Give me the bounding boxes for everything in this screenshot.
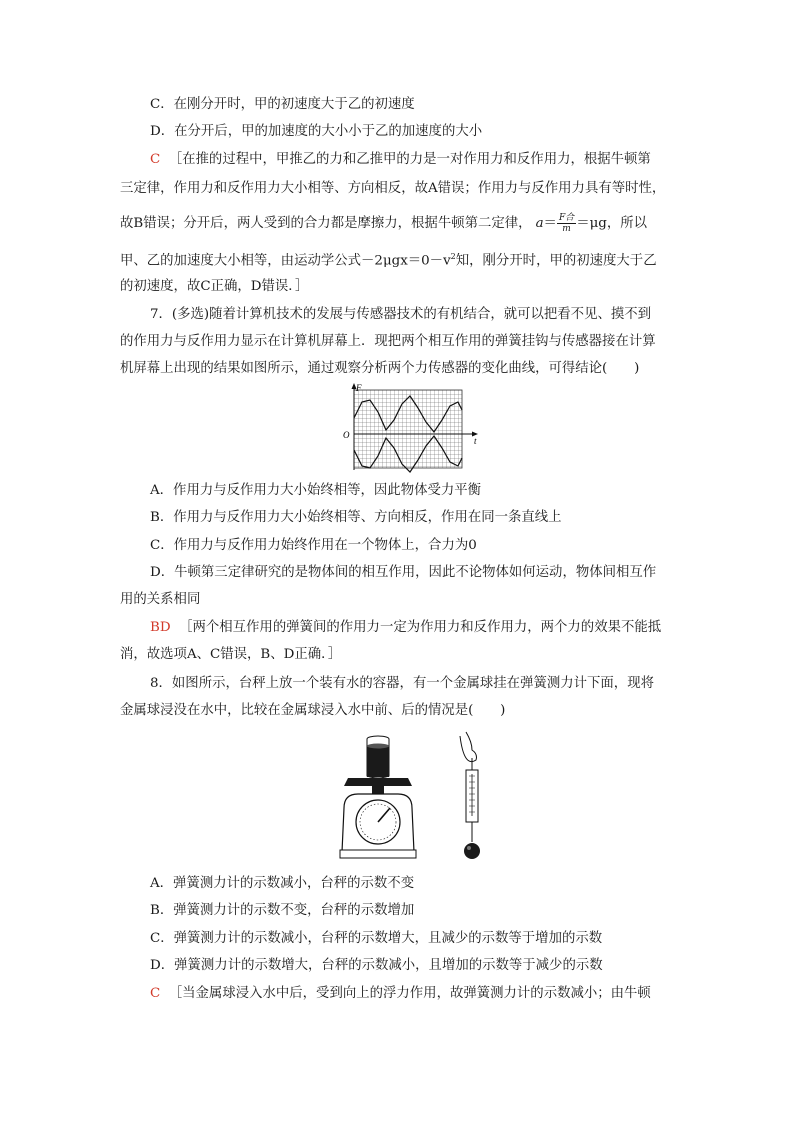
q6-explanation-line-5: 的初速度，故C正确，D错误．］ [120, 279, 309, 294]
q8-answer: C [150, 986, 161, 1001]
q7-explanation-line-2: 消，故选项A、C错误，B、D正确．］ [120, 647, 342, 662]
formula-a: a [535, 216, 544, 231]
q6-exp4-sup: 2 [450, 252, 456, 261]
water [367, 746, 389, 777]
q6-exp3b: ＝μg，所以 [576, 216, 648, 231]
q8-option-c: C．弹簧测力计的示数减小，台秤的示数增大，且减少的示数等于增加的示数 [150, 931, 603, 946]
q7-option-b: B．作用力与反作用力大小始终相等、方向相反，作用在同一条直线上 [150, 510, 562, 525]
q7-answer: BD [150, 620, 171, 635]
graph-origin-label: O [343, 430, 350, 440]
q8-option-d: D．弹簧测力计的示数增大，台秤的示数减小，且增加的示数等于减少的示数 [150, 958, 603, 973]
q8-exp1-text: ［当金属球浸入水中后，受到向上的浮力作用，故弹簧测力计的示数减小；由牛顿 [168, 986, 651, 1001]
q7-option-d-line-1: D．牛顿第三定律研究的是物体间的相互作用，因此不论物体如何运动，物体间相互作 [150, 565, 657, 580]
q7-stem-line-1: 7．(多选)随着计算机技术的发展与传感器技术的有机结合，就可以把看不见、摸不到 [150, 307, 652, 322]
q8-option-a: A．弹簧测力计的示数减小，台秤的示数不变 [150, 876, 415, 891]
q6-exp4b: 知，刚分开时，甲的初速度大于乙 [455, 253, 657, 269]
q8-explanation-line-1 [150, 985, 651, 1003]
q8-stem-line-1: 8．如图所示，台秤上放一个装有水的容器，有一个金属球挂在弹簧测力计下面，现将 [150, 676, 654, 691]
metal-ball [464, 843, 480, 859]
force-sensor-graph [338, 382, 488, 474]
q7-option-c: C．作用力与反作用力始终作用在一个物体上，合力为0 [150, 538, 477, 553]
q6-option-d: D．在分开后，甲的加速度的大小小于乙的加速度的大小 [150, 124, 483, 139]
q6-exp4a: 甲、乙的加速度大小相等，由运动学公式－2μgx＝0－v [120, 253, 451, 269]
graph-x-label: t [474, 436, 477, 446]
q7-option-a: A．作用力与反作用力大小始终相等，因此物体受力平衡 [150, 483, 482, 498]
q6-answer: C [150, 152, 161, 167]
q6-exp3a: 故B错误；分开后，两人受到的合力都是摩擦力，根据牛顿第二定律， [120, 216, 532, 231]
scale-pan [344, 778, 412, 786]
q6-explanation-line-4 [120, 248, 657, 270]
graph-y-label: F [356, 383, 362, 393]
q6-formula: a＝ F合 m [535, 213, 575, 234]
q8-option-b: B．弹簧测力计的示数不变，台秤的示数增加 [150, 903, 415, 918]
water-surface [367, 744, 389, 749]
ball-highlight [467, 846, 471, 850]
q8-stem-line-2: 金属球浸没在水中，比较在金属球浸入水中前、后的情况是( ) [120, 703, 506, 718]
hand [460, 732, 477, 762]
q7-option-d-line-2: 用的关系相同 [120, 592, 201, 607]
spring-balance-with-metal-ball [452, 730, 492, 862]
formula-denominator: m [562, 224, 571, 234]
q7-exp1-text: ［两个相互作用的弹簧间的作用力一定为作用力和反作用力，两个力的效果不能抵 [179, 620, 662, 635]
q6-exp1-text: ［在推的过程中，甲推乙的力和乙推甲的力是一对作用力和反作用力，根据牛顿第 [168, 152, 651, 167]
q7-stem-line-2: 的作用力与反作用力显示在计算机屏幕上．现把两个相互作用的弹簧挂钩与传感器接在计算 [120, 334, 656, 349]
q6-explanation-line-2: 三定律，作用力和反作用力大小相等、方向相反，故A错误；作用力与反作用力具有等时性， [120, 181, 666, 196]
scale-base [340, 850, 416, 858]
q7-explanation-line-1 [150, 619, 661, 637]
scale-with-water-beaker [338, 734, 418, 862]
q6-explanation-line-3 [120, 213, 647, 234]
q6-option-c: C．在刚分开时，甲的初速度大于乙的初速度 [150, 97, 415, 112]
scale-stem [372, 786, 384, 794]
formula-numerator: F合 [558, 213, 575, 223]
graph-grid [354, 390, 462, 468]
q7-stem-line-3: 机屏幕上出现的结果如图所示，通过观察分析两个力传感器的变化曲线，可得结论( ) [120, 361, 640, 376]
q6-explanation-line-1 [150, 151, 651, 169]
